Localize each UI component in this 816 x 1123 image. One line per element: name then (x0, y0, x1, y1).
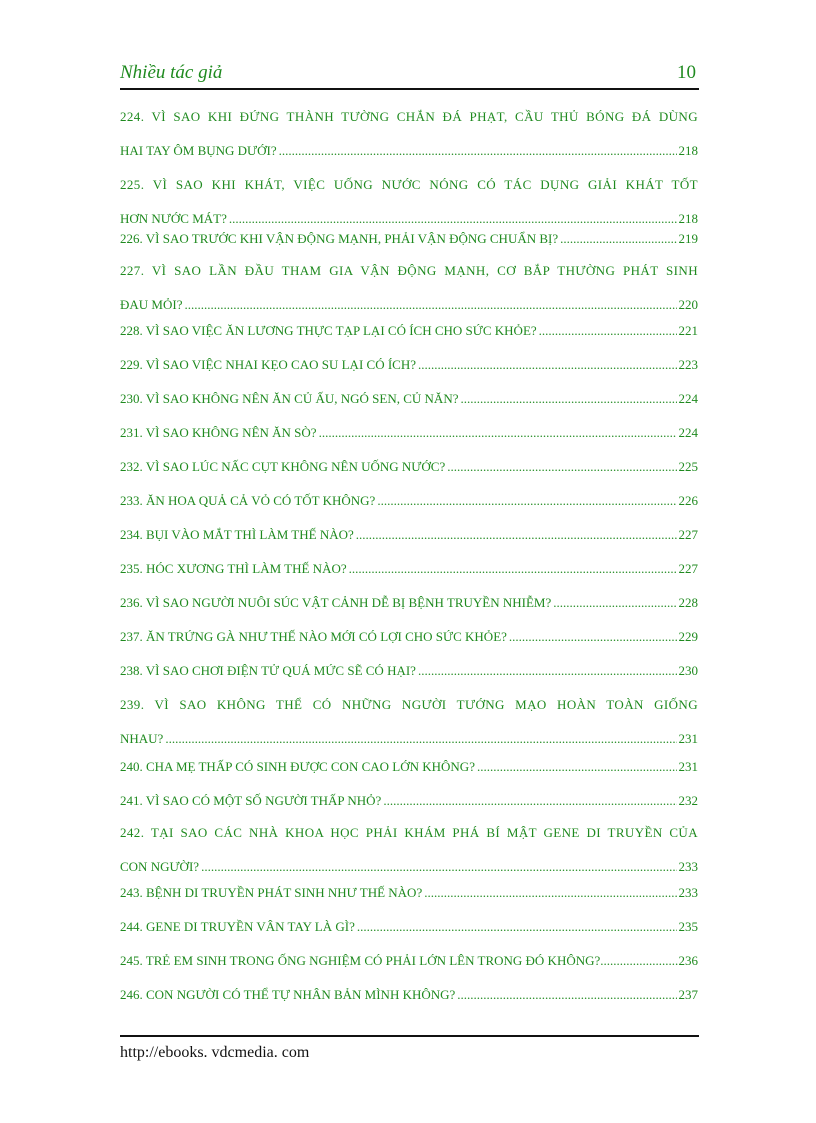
footer-url[interactable]: http://ebooks. vdcmedia. com (120, 1044, 310, 1061)
toc-entry-title-line1: 227. VÌ SAO LẦN ĐẦU THAM GIA VẬN ĐỘNG MẠNH, CƠ BẮP THƯỜNG PHÁT SINH (120, 263, 698, 278)
toc-entry[interactable] (120, 254, 698, 322)
toc-entry-page: 218 (678, 143, 698, 158)
toc-entry[interactable] (120, 978, 698, 1012)
toc-entry[interactable] (120, 484, 698, 518)
toc-entry-title: 237. ĂN TRỨNG GÀ NHƯ THẾ NÀO MỚI CÓ LỢI CHO SỨC KHỎE? (120, 629, 507, 644)
toc-entry-title: 236. VÌ SAO NGƯỜI NUÔI SÚC VẬT CẢNH DỄ BỊ BỆNH TRUYỀN NHIỄM? (120, 595, 552, 610)
toc-leader-dots (539, 314, 677, 348)
toc-entry-title: 235. HÓC XƯƠNG THÌ LÀM THẾ NÀO? (120, 561, 347, 576)
toc-entry-title: 226. VÌ SAO TRƯỚC KHI VẬN ĐỘNG MẠNH, PHẢI VẬN ĐỘNG CHUẨN BỊ? (120, 231, 559, 246)
toc-leader-dots (319, 416, 677, 450)
toc-entry-title-line2: ĐAU MỎI? (120, 297, 183, 312)
toc-leader-dots (383, 784, 676, 818)
toc-entry-title: 230. VÌ SAO KHÔNG NÊN ĂN CỦ ẤU, NGÓ SEN, CỦ NĂN? (120, 391, 459, 406)
toc-entry-page: 232 (678, 793, 698, 808)
toc-leader-dots (457, 978, 676, 1012)
toc-entry[interactable] (120, 816, 698, 884)
toc-entry[interactable] (120, 552, 698, 586)
toc-entry-title: 231. VÌ SAO KHÔNG NÊN ĂN SÒ? (120, 425, 317, 440)
toc-leader-dots (604, 944, 679, 978)
toc-leader-dots (349, 552, 677, 586)
toc-leader-dots (418, 348, 677, 382)
toc-entry-title-line2: CON NGƯỜI? (120, 859, 200, 874)
toc-entry-page: 231 (678, 731, 698, 746)
toc-leader-dots (560, 222, 676, 256)
toc-entry-page: 219 (678, 231, 698, 246)
toc-entry[interactable] (120, 910, 698, 944)
toc-entry-title-line2: HƠN NƯỚC MÁT? (120, 211, 227, 226)
toc-entry-page: 235 (678, 919, 698, 934)
toc-entry[interactable] (120, 586, 698, 620)
toc-entry[interactable] (120, 314, 698, 348)
toc-entry[interactable] (120, 784, 698, 818)
toc-entry-title: 245. TRẺ EM SINH TRONG ỐNG NGHIỆM CÓ PHẢI LỚN LÊN TRONG ĐÓ KHÔNG?. (120, 953, 604, 968)
toc-entry[interactable] (120, 688, 698, 756)
toc-entry-page: 223 (678, 357, 698, 372)
toc-entry-page: 218 (678, 211, 698, 226)
toc-entry-page: 236 (678, 953, 698, 968)
toc-entry-title-line1: 239. VÌ SAO KHÔNG THỂ CÓ NHỮNG NGƯỜI TƯỚNG MẠO HOÀN TOÀN GIỐNG (120, 697, 698, 712)
toc-entry[interactable] (120, 876, 698, 910)
toc-entry-page: 230 (678, 663, 698, 678)
toc-entry-page: 233 (678, 885, 698, 900)
toc-entry[interactable] (120, 654, 698, 688)
toc-entry-title-line1: 242. TẠI SAO CÁC NHÀ KHOA HỌC PHẢI KHÁM PHÁ BÍ MẬT GENE DI TRUYỀN CỦA (120, 825, 698, 840)
toc-entry[interactable] (120, 416, 698, 450)
toc-entry-page: 231 (678, 759, 698, 774)
toc-entry-title: 233. ĂN HOA QUẢ CẢ VỎ CÓ TỐT KHÔNG? (120, 493, 376, 508)
toc-leader-dots (377, 484, 676, 518)
toc-entry-page: 237 (678, 987, 698, 1002)
toc-entry-title: 244. GENE DI TRUYỀN VÂN TAY LÀ GÌ? (120, 919, 355, 934)
toc-leader-dots (357, 910, 677, 944)
toc-entry-page: 221 (678, 323, 698, 338)
toc-entry-title: 234. BỤI VÀO MẮT THÌ LÀM THẾ NÀO? (120, 527, 354, 542)
toc-entry[interactable] (120, 518, 698, 552)
toc-entry-title-line2: NHAU? (120, 731, 164, 746)
toc-entry-title: 229. VÌ SAO VIỆC NHAI KẸO CAO SU LẠI CÓ ÍCH? (120, 357, 416, 372)
toc-entry-title: 246. CON NGƯỜI CÓ THỂ TỰ NHÂN BẢN MÌNH KHÔNG? (120, 987, 456, 1002)
header-author: Nhiều tác giả (120, 62, 223, 83)
toc-entry[interactable] (120, 620, 698, 654)
toc-entry-page: 233 (678, 859, 698, 874)
toc-leader-dots (509, 620, 677, 654)
toc-leader-dots (279, 134, 677, 168)
toc-entry-page: 220 (678, 297, 698, 312)
toc-entry-page: 229 (678, 629, 698, 644)
toc-leader-dots (553, 586, 676, 620)
toc-entry-title-line1: 224. VÌ SAO KHI ĐỨNG THÀNH TƯỜNG CHẮN ĐÁ PHẠT, CẦU THỦ BÓNG ĐÁ DÙNG (120, 109, 698, 124)
toc-entry-title: 243. BỆNH DI TRUYỀN PHÁT SINH NHƯ THẾ NÀO? (120, 885, 423, 900)
toc-leader-dots (460, 382, 676, 416)
toc-entry-title: 228. VÌ SAO VIỆC ĂN LƯƠNG THỰC TẠP LẠI CÓ ÍCH CHO SỨC KHỎE? (120, 323, 537, 338)
toc-entry[interactable] (120, 450, 698, 484)
footer-rule (120, 1035, 699, 1037)
toc-entry-page: 224 (678, 391, 698, 406)
toc-entry-title-line2: HAI TAY ÔM BỤNG DƯỚI? (120, 143, 277, 158)
toc-entry-page: 225 (678, 459, 698, 474)
toc-leader-dots (477, 750, 677, 784)
toc-entry[interactable] (120, 944, 698, 978)
toc-leader-dots (447, 450, 676, 484)
toc-leader-dots (418, 654, 677, 688)
toc-leader-dots (424, 876, 676, 910)
toc-entry[interactable] (120, 348, 698, 382)
toc-entry-title: 241. VÌ SAO CÓ MỘT SỐ NGƯỜI THẤP NHỎ? (120, 793, 382, 808)
toc-entry-title: 240. CHA MẸ THẤP CÓ SINH ĐƯỢC CON CAO LỚN KHÔNG? (120, 759, 475, 774)
toc-entry-title: 232. VÌ SAO LÚC NẤC CỤT KHÔNG NÊN UỐNG NƯỚC? (120, 459, 446, 474)
toc-entry-title: 238. VÌ SAO CHƠI ĐIỆN TỬ QUÁ MỨC SẼ CÓ HẠI? (120, 663, 416, 678)
toc-entry[interactable] (120, 750, 698, 784)
toc-entry-page: 227 (678, 527, 698, 542)
toc-entry[interactable] (120, 382, 698, 416)
toc-entry-page: 224 (678, 425, 698, 440)
toc-entry-page: 228 (678, 595, 698, 610)
header-page-number: 10 (677, 62, 696, 83)
toc-entry-page: 227 (678, 561, 698, 576)
toc-entry-page: 226 (678, 493, 698, 508)
toc-entry[interactable] (120, 100, 698, 168)
toc-leader-dots (356, 518, 677, 552)
toc-entry[interactable] (120, 222, 698, 256)
toc-entry-title-line1: 225. VÌ SAO KHI KHÁT, VIỆC UỐNG NƯỚC NÓNG CÓ TÁC DỤNG GIẢI KHÁT TỐT (120, 177, 698, 192)
page-header (120, 62, 698, 88)
header-rule (120, 88, 699, 90)
